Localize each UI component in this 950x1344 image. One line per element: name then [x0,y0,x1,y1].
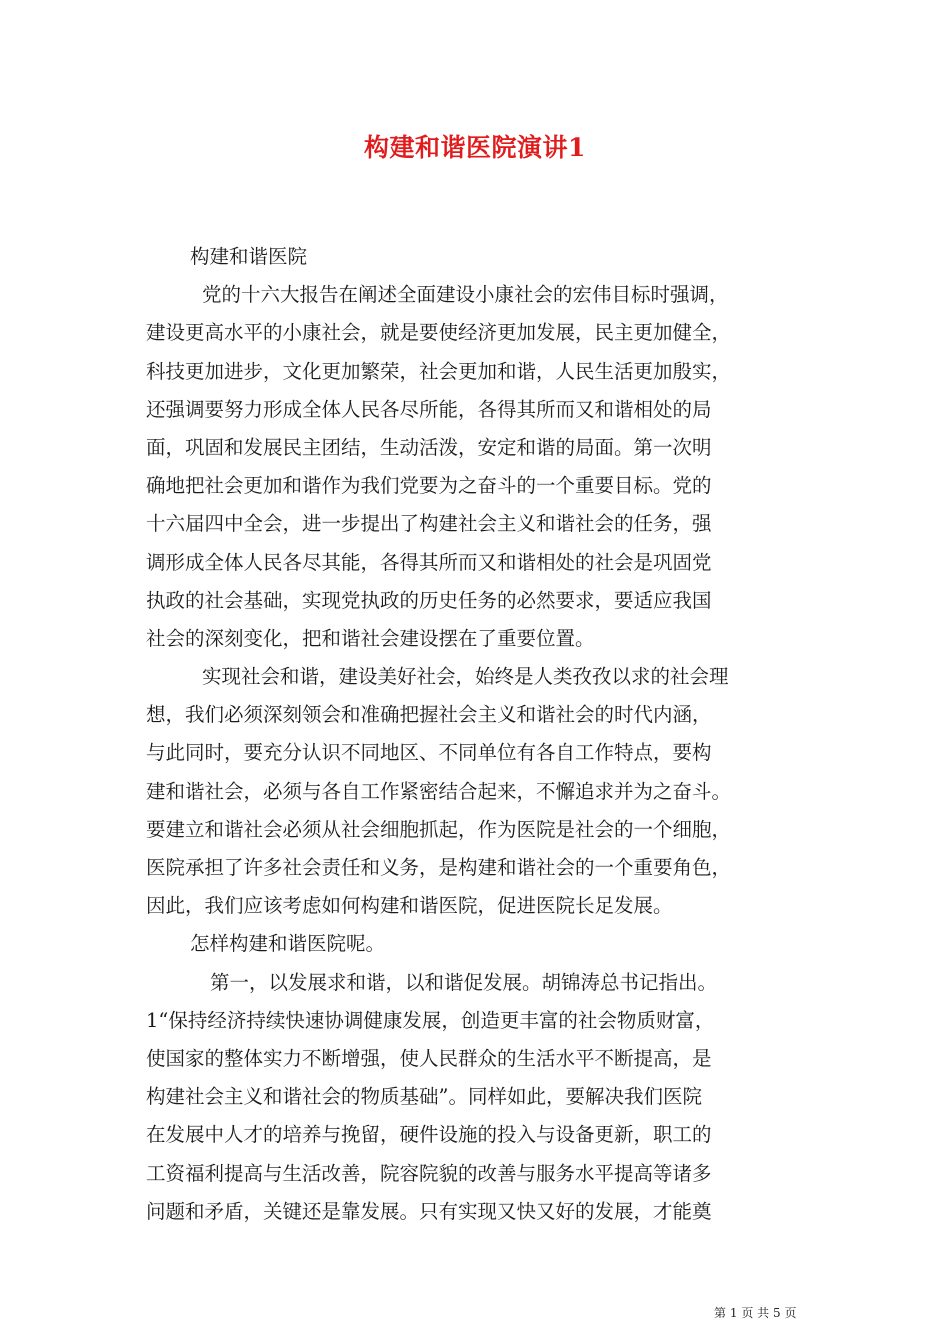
paragraph-line: 在发展中人才的培养与挽留，硬件设施的投入与设备更新，职工的 [146,1123,712,1147]
footer-prefix: 第 [714,1306,727,1320]
page-number-footer [714,1304,796,1321]
paragraph-line: 使国家的整体实力不断增强，使人民群众的生活水平不断提高，是 [146,1046,712,1070]
paragraph-line: 科技更加进步，文化更加繁荣，社会更加和谐，人民生活更加殷实， [146,359,732,383]
paragraph-line: 与此同时，要充分认识不同地区、不同单位有各自工作特点，要构 [146,741,712,765]
paragraph-line: 医院承担了许多社会责任和义务，是构建和谐社会的一个重要角色， [146,856,732,879]
footer-middle: 页 共 [741,1306,770,1320]
paragraph-line: 还强调要努力形成全体人民各尽所能，各得其所而又和谐相处的局 [146,397,712,421]
document-title: 构建和谐医院演讲1 [364,133,586,162]
paragraph-line: 问题和矛盾，关键还是靠发展。只有实现又快又好的发展，才能奠 [146,1199,712,1223]
section-question: 怎样构建和谐医院呢。 [190,932,386,956]
paragraph-line: 社会的深刻变化，把和谐社会建设摆在了重要位置。 [146,626,595,650]
paragraph-line: 工资福利提高与生活改善，院容院貌的改善与服务水平提高等诸多 [146,1161,712,1185]
paragraph-line: 执政的社会基础，实现党执政的历史任务的必然要求，要适应我国 [146,588,712,612]
paragraph-line: 面，巩固和发展民主团结，生动活泼，安定和谐的局面。第一次明 [146,435,712,459]
paragraph-line: 党的十六大报告在阐述全面建设小康社会的宏伟目标时强调， [202,283,729,307]
footer-suffix: 页 [784,1306,797,1320]
paragraph-line: 实现社会和谐，建设美好社会，始终是人类孜孜以求的社会理 [202,665,729,689]
paragraph-line: 想，我们必须深刻领会和准确把握社会主义和谐社会的时代内涵， [146,703,712,727]
paragraph-line: 调形成全体人民各尽其能，各得其所而又和谐相处的社会是巩固党 [146,550,712,574]
paragraph-line: 要建立和谐社会必须从社会细胞抓起，作为医院是社会的一个细胞， [146,817,732,841]
paragraph-line: 因此，我们应该考虑如何构建和谐医院，促进医院长足发展。 [146,894,673,918]
paragraph-line: 1“保持经济持续快速协调健康发展，创造更丰富的社会物质财富， [146,1008,715,1032]
current-page: 1 [729,1306,738,1320]
paragraph-line: 确地把社会更加和谐作为我们党要为之奋斗的一个重要目标。党的 [146,474,712,498]
document-body [146,238,818,1231]
paragraph-line: 建和谐社会，必须与各自工作紧密结合起来，不懈追求并为之奋斗。 [146,779,732,803]
total-pages: 5 [772,1306,781,1320]
paragraph-line: 建设更高水平的小康社会，就是要使经济更加发展，民主更加健全， [146,321,732,345]
paragraph-line: 构建社会主义和谐社会的物质基础”。同样如此，要解决我们医院 [146,1085,702,1109]
paragraph-line: 第一，以发展求和谐，以和谐促发展。胡锦涛总书记指出。 [210,970,718,994]
paragraph-line: 十六届四中全会，进一步提出了构建社会主义和谐社会的任务，强 [146,512,712,536]
section-heading: 构建和谐医院 [190,245,308,268]
